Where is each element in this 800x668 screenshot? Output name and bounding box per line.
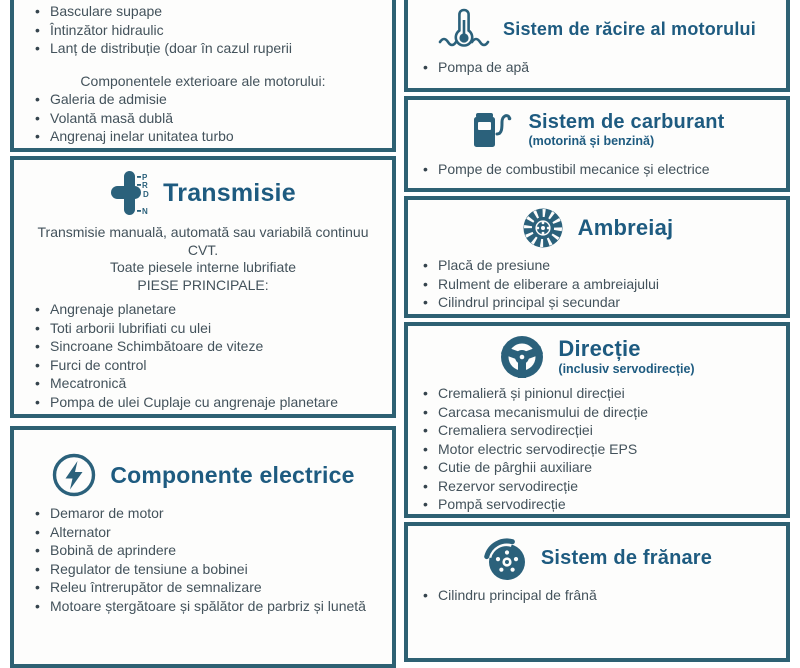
section-cooling bbox=[404, 0, 790, 92]
list-item: • Releu întrerupător de semnalizare bbox=[50, 578, 384, 597]
list-item: • Cilindru principal de frână bbox=[438, 586, 778, 605]
section-title-block bbox=[163, 180, 296, 207]
section-title: Sistem de frănare bbox=[540, 547, 713, 570]
intro-line: Toate piesele interne lubrifiate bbox=[109, 259, 296, 275]
list-item: • Placă de presiune bbox=[438, 256, 778, 275]
list-item: • Sincroane Schimbătoare de viteze bbox=[50, 337, 384, 356]
list-item: • Basculare supape bbox=[50, 2, 384, 21]
list-item: • Regulator de tensiune a bobinei bbox=[50, 560, 384, 579]
fuel-pump-icon bbox=[469, 108, 515, 152]
bullet-list bbox=[14, 504, 392, 615]
group-heading: Componentele exterioare ale motorului: bbox=[80, 72, 326, 89]
section-braking bbox=[404, 522, 790, 662]
list-item: • Demaror de motor bbox=[50, 504, 384, 523]
intro-line: PIESE PRINCIPALE: bbox=[137, 276, 269, 293]
list-item: • Pompe de combustibil mecanice și electrice bbox=[438, 160, 778, 179]
list-item: • Lanț de distribuție (doar în cazul ruperii bbox=[50, 39, 384, 58]
lightning-circle-icon bbox=[51, 452, 97, 498]
list-item: • Rulment de eliberare a ambreiajului bbox=[438, 275, 778, 294]
bullet-list bbox=[408, 586, 786, 605]
list-item: • Angrenaj inelar unitatea turbo bbox=[50, 127, 384, 146]
bullet-list bbox=[14, 300, 392, 411]
bullet-list bbox=[408, 58, 786, 77]
section-clutch bbox=[404, 196, 790, 318]
list-item: • Pompa de apă bbox=[438, 58, 778, 77]
section-title: Componente electrice bbox=[110, 461, 355, 488]
list-item: • Cilindrul principal și secundar bbox=[438, 293, 778, 312]
section-title-block bbox=[110, 463, 354, 488]
section-subtitle: (inclusiv servodirecție) bbox=[558, 362, 695, 377]
section-fuel bbox=[404, 96, 790, 192]
bullet-list bbox=[408, 256, 786, 312]
list-item: • Angrenaje planetare bbox=[50, 300, 384, 319]
list-item: • Motoare ștergătoare și spălător de parbriz și lunetă bbox=[50, 597, 384, 616]
list-item: • Carcasa mecanismului de direcție bbox=[438, 403, 778, 422]
section-title: Sistem de carburant bbox=[528, 110, 725, 133]
list-item: • Întinzător hidraulic bbox=[50, 21, 384, 40]
list-item: • Volantă masă dublă bbox=[50, 109, 384, 128]
section-title: Transmisie bbox=[163, 178, 296, 207]
svg-text:D: D bbox=[143, 190, 149, 199]
section-subtitle: (motorină și benzină) bbox=[528, 134, 655, 149]
list-item: • Pompa de ulei Cuplaje cu angrenaje planetare bbox=[50, 393, 384, 412]
thermometer-icon bbox=[438, 8, 490, 52]
section-title: Ambreiaj bbox=[577, 215, 674, 241]
clutch-disc-icon bbox=[521, 206, 565, 250]
list-item: • Motor electric servodirecție EPS bbox=[438, 440, 778, 459]
brake-disc-icon bbox=[482, 536, 528, 582]
svg-text:N: N bbox=[142, 207, 148, 216]
bullet-list bbox=[14, 90, 392, 146]
section-header bbox=[14, 452, 392, 498]
section-header bbox=[408, 334, 786, 380]
section-header bbox=[14, 170, 392, 216]
section-title-block bbox=[541, 548, 712, 570]
list-item: • Alternator bbox=[50, 523, 384, 542]
bullet-list bbox=[14, 2, 392, 58]
list-item: • Galeria de admisie bbox=[50, 90, 384, 109]
section-transmission bbox=[10, 156, 396, 418]
section-header bbox=[408, 536, 786, 582]
list-item: • Furci de control bbox=[50, 356, 384, 375]
svg-text:R: R bbox=[142, 181, 148, 190]
list-item: • Toti arborii lubrifiati cu ulei bbox=[50, 319, 384, 338]
svg-text:P: P bbox=[142, 173, 148, 182]
intro-line: Transmisie manuală, automată sau variabilă continuu CVT. bbox=[37, 224, 369, 258]
section-title: Sistem de răcire al motorului bbox=[503, 19, 756, 40]
section-title-block bbox=[528, 112, 724, 149]
list-item: • Cutie de pârghii auxiliare bbox=[438, 458, 778, 477]
list-item: • Cremalieră și pinionul direcției bbox=[438, 384, 778, 403]
section-title-block bbox=[558, 337, 694, 376]
section-title-block bbox=[578, 216, 674, 240]
list-item: • Rezervor servodirecție bbox=[438, 477, 778, 496]
section-steering bbox=[404, 322, 790, 518]
list-item: • Mecatronică bbox=[50, 374, 384, 393]
list-item: • Pompă servodirecție bbox=[438, 495, 778, 514]
steering-wheel-icon bbox=[499, 334, 545, 380]
list-item: • Cremaliera servodirecției bbox=[438, 421, 778, 440]
section-title-block bbox=[503, 20, 756, 39]
section-header bbox=[408, 8, 786, 52]
section-header bbox=[408, 108, 786, 152]
section-title: Direcție bbox=[558, 336, 641, 362]
bullet-list bbox=[408, 384, 786, 514]
section-engine-top bbox=[10, 0, 396, 152]
intro-text bbox=[14, 224, 392, 294]
list-item: • Bobină de aprindere bbox=[50, 541, 384, 560]
gear-shifter-icon bbox=[110, 170, 150, 216]
section-header bbox=[408, 206, 786, 250]
bullet-list bbox=[408, 160, 786, 179]
section-electrical bbox=[10, 426, 396, 668]
